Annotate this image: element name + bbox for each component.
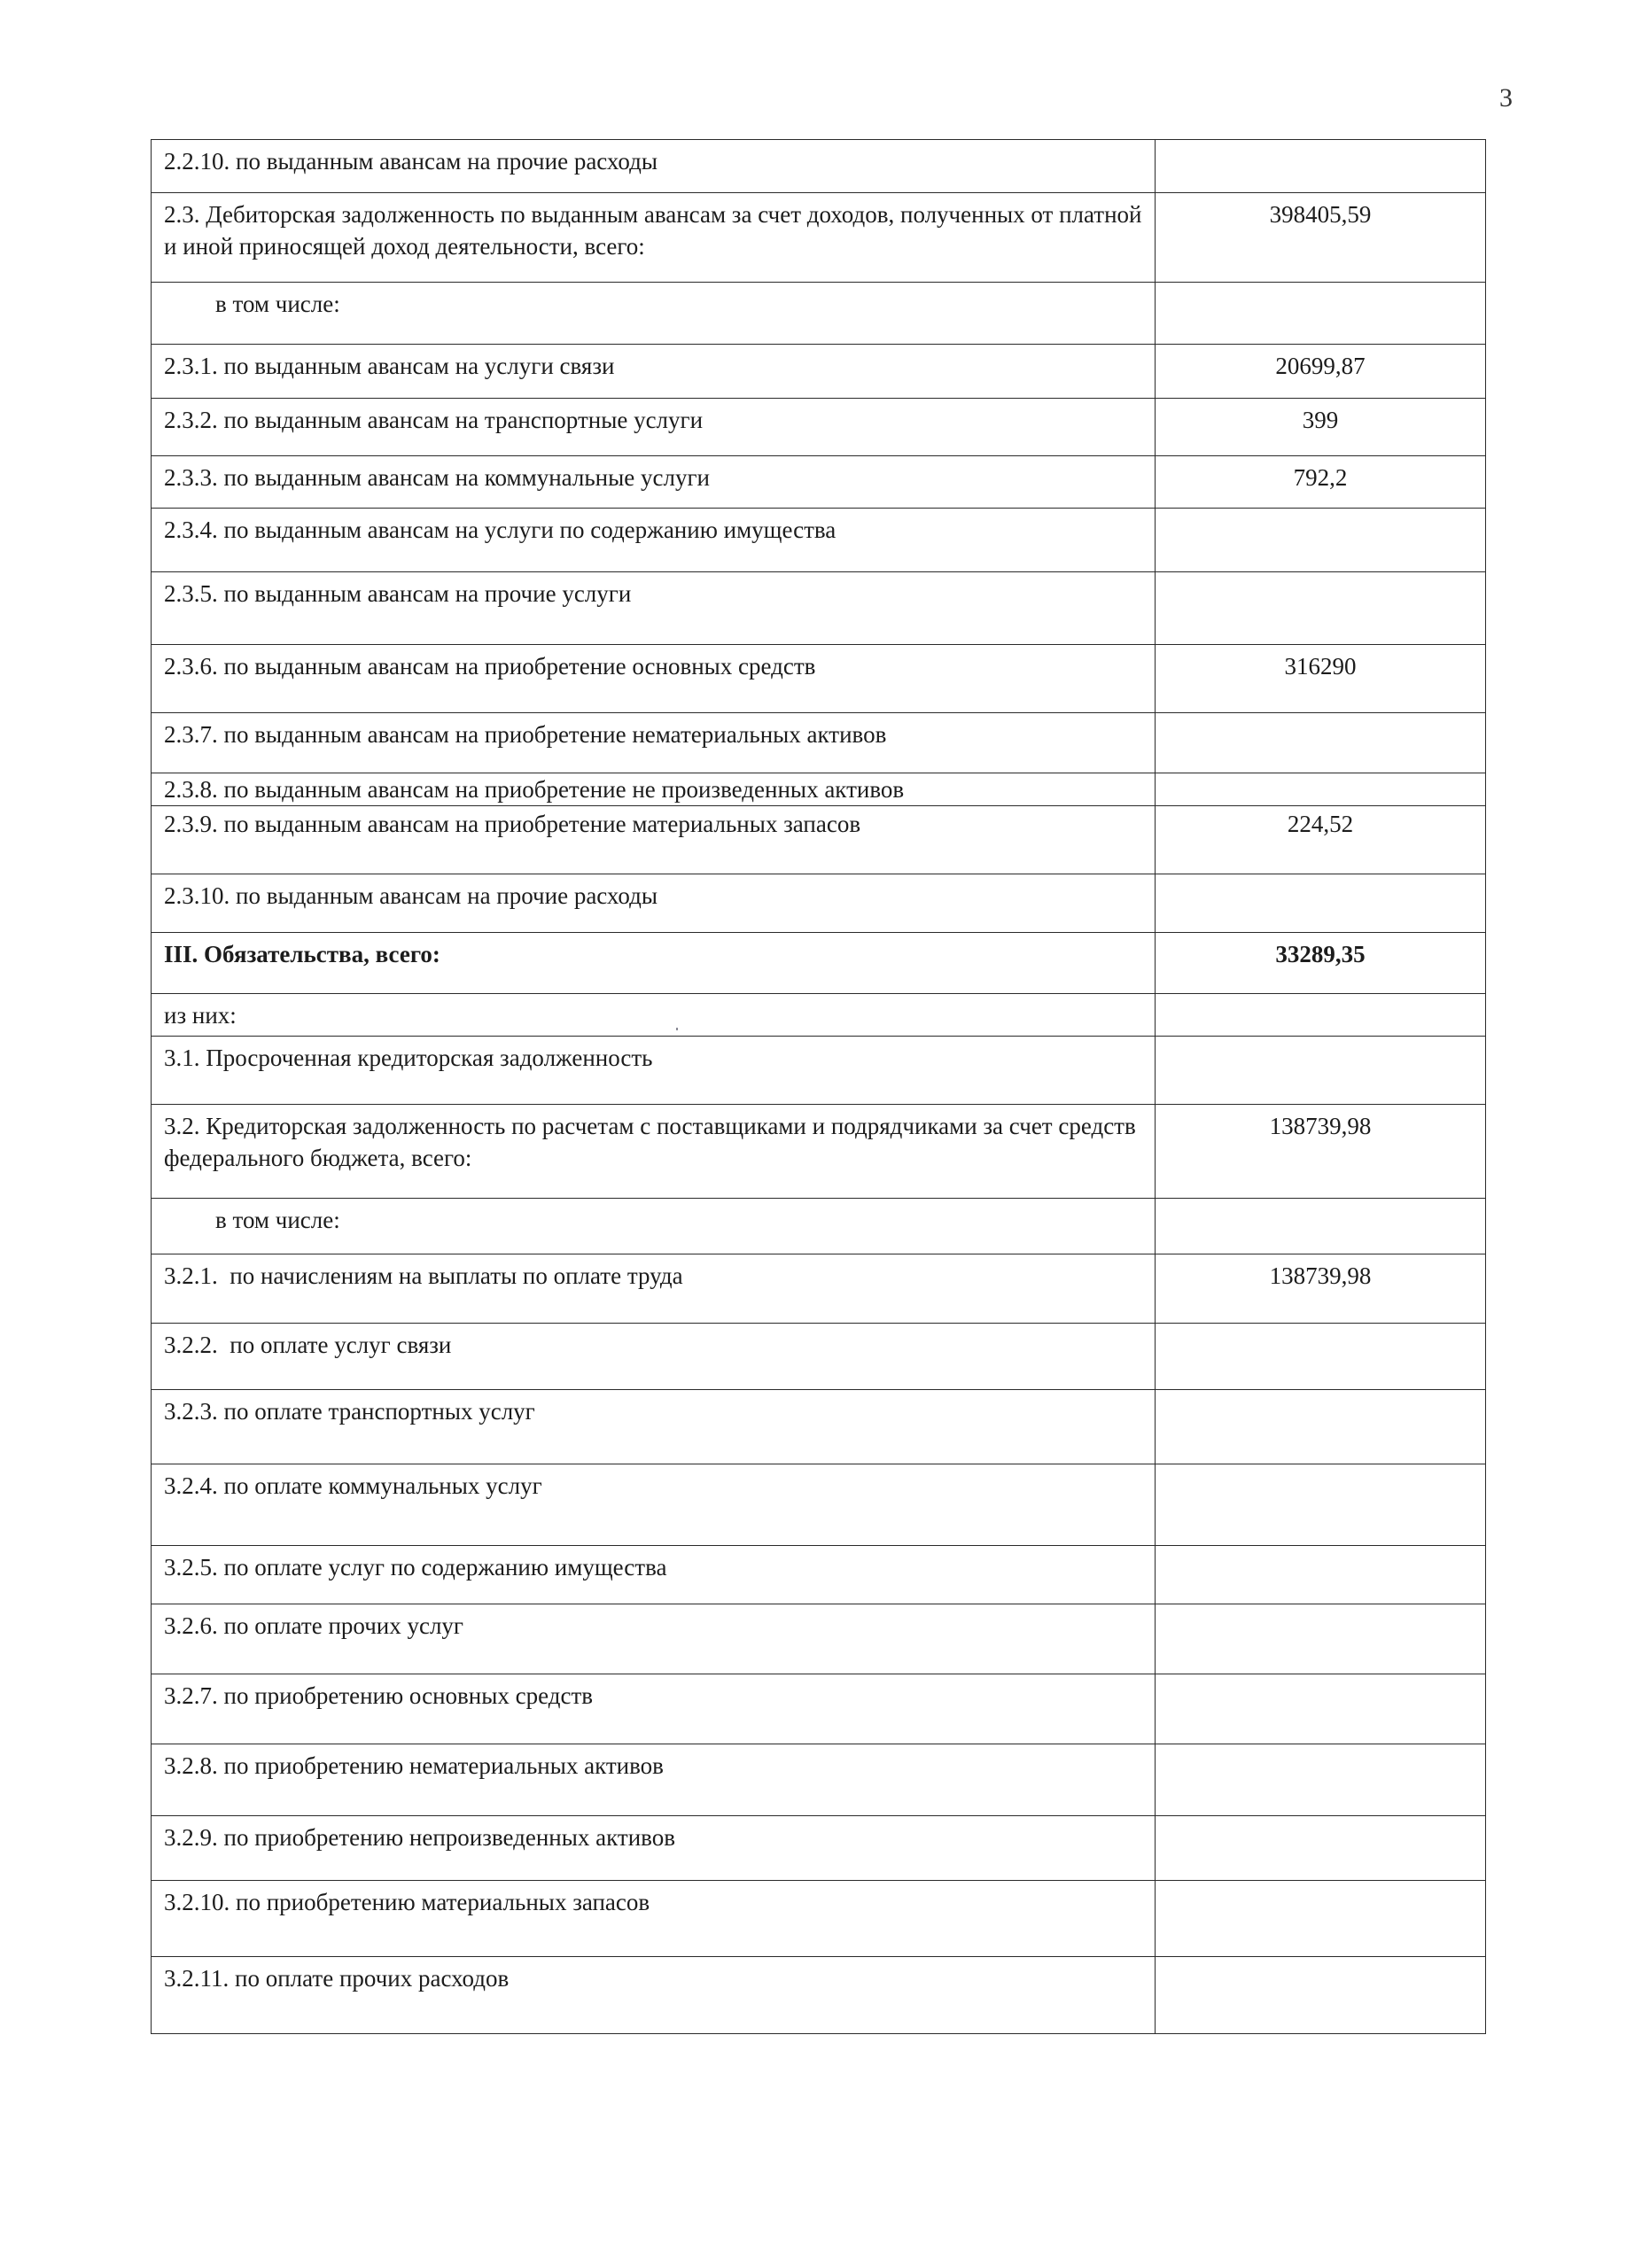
table-body — [152, 140, 1486, 2034]
row-value: 20699,87 — [1156, 345, 1486, 399]
row-label: из них: — [152, 994, 1156, 1037]
row-label: 2.2.10. по выданным авансам на прочие расходы — [152, 140, 1156, 193]
table-row — [152, 1105, 1486, 1199]
row-label: 2.3.5. по выданным авансам на прочие услуги — [152, 572, 1156, 645]
row-value — [1156, 509, 1486, 572]
row-label: 3.2.9. по приобретению непроизведенных активов — [152, 1816, 1156, 1881]
row-value — [1156, 283, 1486, 345]
row-label: 2.3.6. по выданным авансам на приобретение основных средств — [152, 645, 1156, 713]
row-value — [1156, 1604, 1486, 1674]
table-row — [152, 1254, 1486, 1324]
row-value — [1156, 1199, 1486, 1254]
row-label: 2.3.9. по выданным авансам на приобретение материальных запасов — [152, 806, 1156, 874]
row-label: 3.2.7. по приобретению основных средств — [152, 1674, 1156, 1744]
row-value — [1156, 1324, 1486, 1390]
row-label: 3.2.10. по приобретению материальных запасов — [152, 1881, 1156, 1957]
table-row — [152, 140, 1486, 193]
row-value — [1156, 1957, 1486, 2034]
row-value — [1156, 1390, 1486, 1464]
row-label: 3.2.6. по оплате прочих услуг — [152, 1604, 1156, 1674]
financial-report-table — [151, 139, 1486, 2034]
row-label: III. Обязательства, всего: — [152, 933, 1156, 994]
row-value — [1156, 572, 1486, 645]
row-value — [1156, 1037, 1486, 1105]
row-value — [1156, 1881, 1486, 1957]
row-value: 399 — [1156, 399, 1486, 456]
row-label: 3.2.5. по оплате услуг по содержанию имущества — [152, 1546, 1156, 1604]
row-label: 3.2.1. по начислениям на выплаты по оплате труда — [152, 1254, 1156, 1324]
row-label: 3.2.3. по оплате транспортных услуг — [152, 1390, 1156, 1464]
row-value — [1156, 1674, 1486, 1744]
table-row — [152, 645, 1486, 713]
row-value — [1156, 874, 1486, 933]
table-row — [152, 1037, 1486, 1105]
table-row — [152, 1604, 1486, 1674]
row-value: 33289,35 — [1156, 933, 1486, 994]
table-row — [152, 994, 1486, 1037]
table-row — [152, 1674, 1486, 1744]
row-label: 3.2.11. по оплате прочих расходов — [152, 1957, 1156, 2034]
row-label: 3.2.8. по приобретению нематериальных активов — [152, 1744, 1156, 1816]
row-label: 2.3.7. по выданным авансам на приобретение нематериальных активов — [152, 713, 1156, 773]
row-value — [1156, 713, 1486, 773]
row-value: 316290 — [1156, 645, 1486, 713]
row-value — [1156, 1816, 1486, 1881]
row-label: 2.3.2. по выданным авансам на транспортные услуги — [152, 399, 1156, 456]
row-label: 3.2.2. по оплате услуг связи — [152, 1324, 1156, 1390]
table-row — [152, 1464, 1486, 1546]
row-label: 3.2. Кредиторская задолженность по расчетам с поставщиками и подрядчиками за счет средств федерального бюджета, всего: — [152, 1105, 1156, 1199]
row-label: 2.3. Дебиторская задолженность по выданным авансам за счет доходов, полученных от платной и иной приносящей доход деятельности, всего: — [152, 193, 1156, 283]
table-row — [152, 1816, 1486, 1881]
table-row — [152, 1881, 1486, 1957]
table-row — [152, 773, 1486, 806]
row-value: 224,52 — [1156, 806, 1486, 874]
table-row — [152, 456, 1486, 509]
row-value: 792,2 — [1156, 456, 1486, 509]
table-row — [152, 1957, 1486, 2034]
row-label: 2.3.3. по выданным авансам на коммунальные услуги — [152, 456, 1156, 509]
page-number: 3 — [1499, 83, 1513, 113]
row-value — [1156, 1464, 1486, 1546]
row-value — [1156, 1546, 1486, 1604]
table-row — [152, 509, 1486, 572]
table-row — [152, 1199, 1486, 1254]
table-row — [152, 572, 1486, 645]
table-row — [152, 1546, 1486, 1604]
row-value: 138739,98 — [1156, 1105, 1486, 1199]
table-row — [152, 399, 1486, 456]
row-label: 2.3.4. по выданным авансам на услуги по содержанию имущества — [152, 509, 1156, 572]
row-value — [1156, 140, 1486, 193]
row-label: 2.3.1. по выданным авансам на услуги связи — [152, 345, 1156, 399]
row-label: 2.3.8. по выданным авансам на приобретение не произведенных активов — [152, 773, 1156, 806]
table-row — [152, 283, 1486, 345]
table-row — [152, 713, 1486, 773]
row-label: в том числе: — [152, 283, 1156, 345]
row-value — [1156, 773, 1486, 806]
row-value — [1156, 994, 1486, 1037]
table-row — [152, 345, 1486, 399]
table-row — [152, 806, 1486, 874]
row-value — [1156, 1744, 1486, 1816]
table-row — [152, 1744, 1486, 1816]
row-label: в том числе: — [152, 1199, 1156, 1254]
row-label: 3.2.4. по оплате коммунальных услуг — [152, 1464, 1156, 1546]
table-row — [152, 193, 1486, 283]
row-label: 3.1. Просроченная кредиторская задолженность — [152, 1037, 1156, 1105]
table-row — [152, 874, 1486, 933]
row-label: 2.3.10. по выданным авансам на прочие расходы — [152, 874, 1156, 933]
row-value: 398405,59 — [1156, 193, 1486, 283]
table-row — [152, 1324, 1486, 1390]
scan-speck — [676, 1028, 678, 1030]
row-value: 138739,98 — [1156, 1254, 1486, 1324]
table-row-total — [152, 933, 1486, 994]
table-row — [152, 1390, 1486, 1464]
